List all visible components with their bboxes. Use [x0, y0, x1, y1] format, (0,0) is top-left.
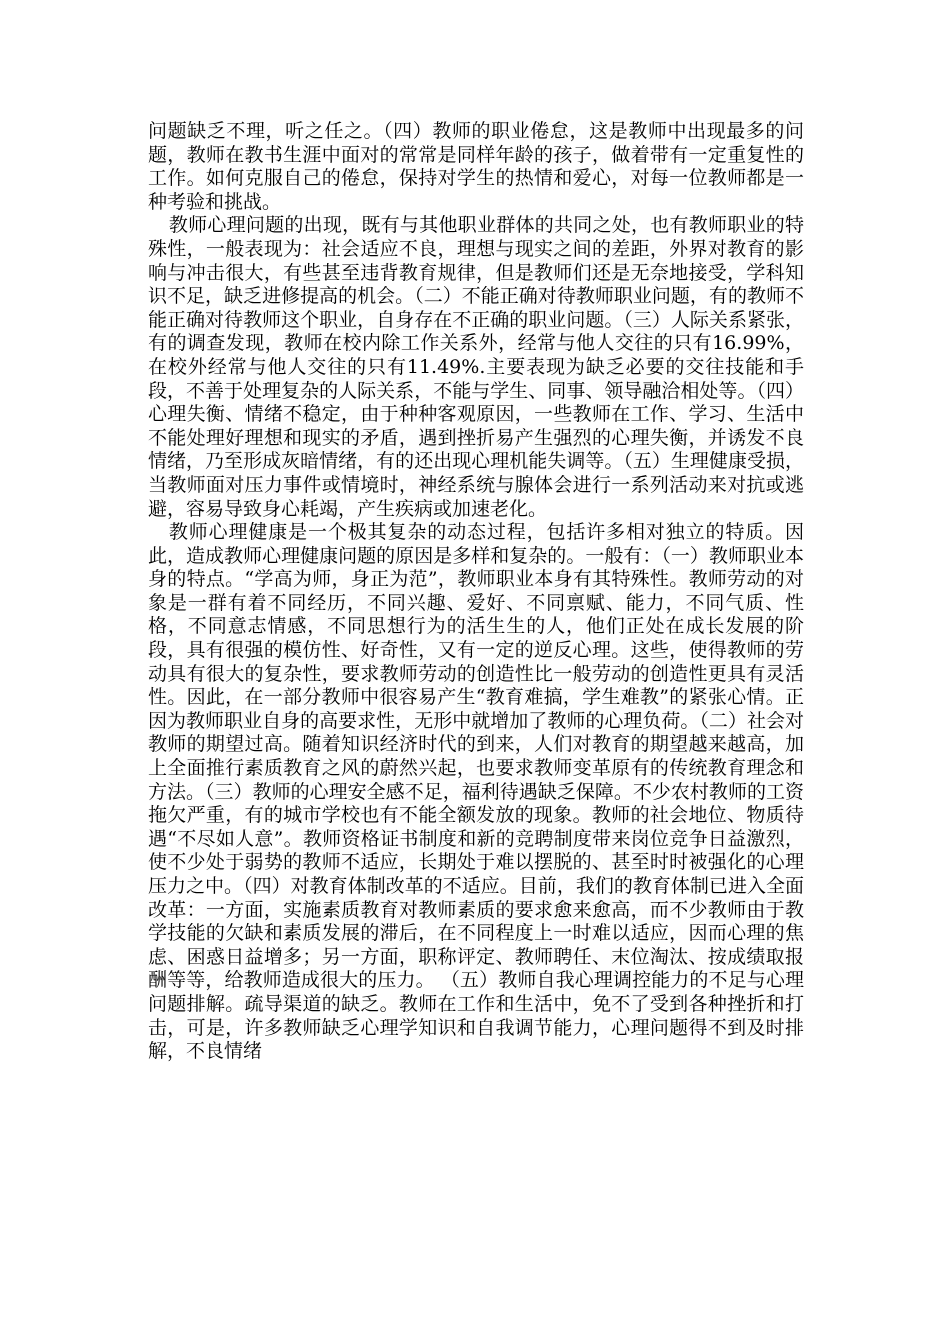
document-body	[148, 120, 804, 1064]
paragraph-problem-manifestations: 教师心理问题的出现，既有与其他职业群体的共同之处，也有教师职业的特殊性，一般表现为：社会适应不良，理想与现实之间的差距，外界对教育的影响与冲击很大，有些甚至违背教育规律，但是教师们还是无奈地接受，学科知识不足，缺乏进修提高的机会。（二）不能正确对待教师职业问题，有的教师不能正确对待教师这个职业，自身存在不正确的职业问题。（三）人际关系紧张，有的调查发现，教师在校内除工作关系外，经常与他人交往的只有16.99%，在校外经常与他人交往的只有11.49%.主要表现为缺乏必要的交往技能和手段，不善于处理复杂的人际关系，不能与学生、同事、领导融洽相处等。（四）心理失衡、情绪不稳定，由于种种客观原因，一些教师在工作、学习、生活中不能处理好理想和现实的矛盾，遇到挫折易产生强烈的心理失衡，并诱发不良情绪，乃至形成灰暗情绪，有的还出现心理机能失调等。（五）生理健康受损，当教师面对压力事件或情境时，神经系统与腺体会进行一系列活动来对抗或逃避，容易导致身心耗竭，产生疾病或加速老化。	[148, 214, 804, 520]
paragraph-problem-causes: 教师心理健康是一个极其复杂的动态过程，包括许多相对独立的特质。因此，造成教师心理健康问题的原因是多样和复杂的。一般有：（一）教师职业本身的特点。“学高为师，身正为范”，教师职业本身有其特殊性。教师劳动的对象是一群有着不同经历，不同兴趣、爱好、不同禀赋、能力，不同气质、性格，不同意志情感，不同思想行为的活生生的人，他们正处在成长发展的阶段，具有很强的模仿性、好奇性，又有一定的逆反心理。这些，使得教师的劳动具有很大的复杂性，要求教师劳动的创造性比一般劳动的创造性更具有灵活性。因此，在一部分教师中很容易产生“教育难搞，学生难教”的紧张心情。正因为教师职业自身的高要求性，无形中就增加了教师的心理负荷。（二）社会对教师的期望过高。随着知识经济时代的到来，人们对教育的期望越来越高，加上全面推行素质教育之风的蔚然兴起，也要求教师变革原有的传统教育理念和方法。（三）教师的心理安全感不足，福利待遇缺乏保障。不少农村教师的工资拖欠严重，有的城市学校也有不能全额发放的现象。教师的社会地位、物质待遇“不尽如人意”。教师资格证书制度和新的竞聘制度带来岗位竞争日益激烈，使不少处于弱势的教师不适应，长期处于难以摆脱的、甚至时时被强化的心理压力之中。（四）对教育体制改革的不适应。目前，我们的教育体制已进入全面改革：一方面，实施素质教育对教师素质的要求愈来愈高，而不少教师由于教学技能的欠缺和素质发展的滞后，在不同程度上一时难以适应，因而心理的焦虑、困惑日益增多；另一方面，职称评定、教师聘任、末位淘汰、按成绩取报酬等等，给教师造成很大的压力。 （五）教师自我心理调控能力的不足与心理问题排解。疏导渠道的缺乏。教师在工作和生活中，免不了受到各种挫折和打击，可是，许多教师缺乏心理学知识和自我调节能力，心理问题得不到及时排解，不良情绪	[148, 521, 804, 1063]
paragraph-continuation: 问题缺乏不理，听之任之。（四）教师的职业倦怠，这是教师中出现最多的问题，教师在教书生涯中面对的常常是同样年龄的孩子，做着带有一定重复性的工作。如何克服自己的倦怠，保持对学生的热情和爱心，对每一位教师都是一种考验和挑战。	[148, 120, 804, 213]
